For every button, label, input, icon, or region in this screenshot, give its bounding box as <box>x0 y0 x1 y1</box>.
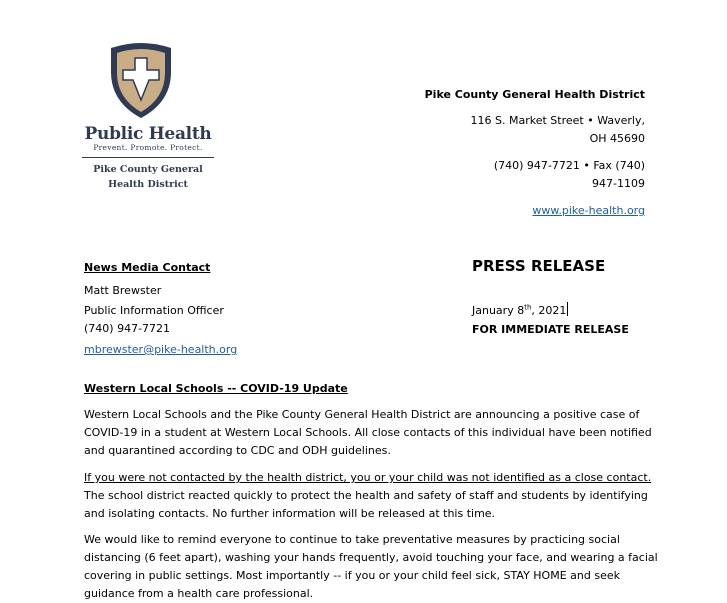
update-heading: Western Local Schools -- COVID-19 Update <box>84 382 348 395</box>
media-contact-heading: News Media Contact <box>84 261 211 274</box>
release-note: FOR IMMEDIATE RELEASE <box>472 323 629 336</box>
date-year: , 2021 <box>531 304 567 317</box>
website-link[interactable]: www.pike-health.org <box>532 204 645 217</box>
paragraph-1: Western Local Schools and the Pike County General Health District are announcing a positive case of COVID-19 in a student at Western Local Schools. All close contacts of this individual have been notified and quarantined according to CDC and ODH guidelines. <box>84 408 652 457</box>
logo-tagline: Prevent. Promote. Protect. <box>93 143 203 152</box>
paragraph-2-underlined: If you were not contacted by the health district, you or your child was not identified as a close contact. <box>84 471 652 484</box>
contact-phone: (740) 947-7721 <box>84 322 171 335</box>
date-suffix: th <box>524 303 532 312</box>
text-cursor <box>567 302 568 316</box>
press-release-title: PRESS RELEASE <box>472 257 606 275</box>
contact-name: Matt Brewster <box>84 284 162 297</box>
logo-title: Public Health <box>84 124 212 144</box>
date-month-day: January 8 <box>472 304 525 317</box>
paragraph-3: We would like to remind everyone to continue to take preventative measures by practicing social distancing (6 feet apart), washing your hands frequently, avoid touching your face, and wearing a facial covering in public settings. Most importantly -- if you or your child feel sick, STAY HOME and seek guidance from a health care professional. <box>84 533 658 600</box>
paragraph-2-rest: The school district reacted quickly to protect the health and safety of staff and students by identifying and isolating contacts. No further information will be released at this time. <box>84 489 648 520</box>
logo-divider <box>82 157 214 158</box>
logo-district-name <box>82 162 214 192</box>
logo-district-line2: Health District <box>108 179 188 190</box>
org-name: Pike County General Health District <box>424 88 645 101</box>
logo-district-line1: Pike County General <box>93 164 203 175</box>
address-line2: OH 45690 <box>589 132 645 145</box>
release-date <box>472 302 568 317</box>
paragraph-2 <box>84 469 664 523</box>
contact-email-link[interactable]: mbrewster@pike-health.org <box>84 343 238 356</box>
contact-title: Public Information Officer <box>84 304 224 317</box>
phone-fax-line2: 947-1109 <box>592 177 645 190</box>
address-line1: 116 S. Market Street • Waverly, <box>470 114 645 127</box>
phone-fax-line1: (740) 947-7721 • Fax (740) <box>493 159 645 172</box>
public-health-shield-logo <box>107 42 175 120</box>
